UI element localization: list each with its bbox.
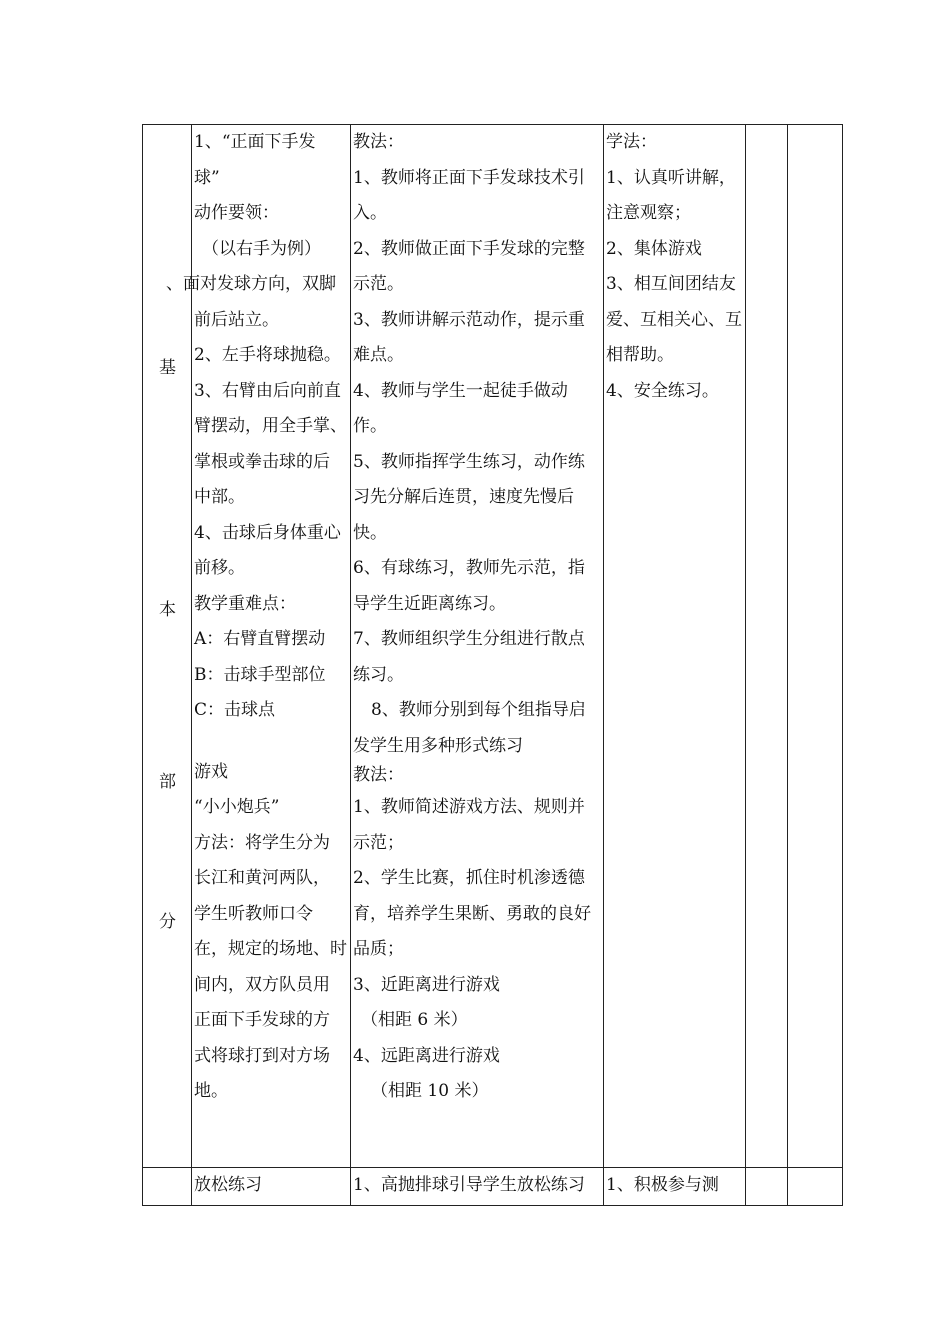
section-label-cell (143, 125, 192, 1168)
empty-cell (143, 1168, 192, 1206)
learning-line: 学法： (606, 132, 657, 152)
learning-line: 1、认真听讲解， (606, 167, 736, 188)
section-label-char: 基 (159, 358, 176, 378)
teaching-line: 2、教师做正面下手发球的完整 (353, 238, 585, 259)
teaching-line: 4、教师与学生一起徒手做动 (353, 380, 568, 401)
learning-line: 2、集体游戏 (606, 238, 702, 259)
teaching-line: 练习。 (353, 664, 404, 685)
basic-part-row (143, 125, 843, 1168)
content-line: 1、“正面下手发 (194, 132, 316, 152)
content-line: 3、右臂由后向前直 (194, 380, 341, 401)
game-line: 方法：将学生分为 (194, 832, 330, 853)
learning-method-cell (604, 125, 746, 1168)
content-line: 2、左手将球抛稳。 (194, 345, 341, 365)
section-label-char: 部 (159, 772, 176, 792)
game-line: 游戏 (194, 761, 228, 782)
content-line: 掌根或拳击球的后 (194, 451, 330, 472)
teaching-line: 3、近距离进行游戏 (353, 974, 500, 995)
lesson-plan-table (142, 124, 843, 1206)
teaching-line: 7、教师组织学生分组进行散点 (353, 629, 585, 649)
relax-content: 放松练习 (194, 1175, 262, 1195)
teaching-line: 快。 (353, 522, 387, 543)
game-line: 正面下手发球的方 (194, 1010, 330, 1030)
section-label-char: 本 (159, 600, 176, 620)
relax-teaching: 1、高抛排球引导学生放松练习 (353, 1175, 585, 1195)
teaching-line: （相距 10 米） (371, 1081, 489, 1101)
teaching-line: 难点。 (353, 345, 404, 365)
teaching-line: 2、学生比赛，抓住时机渗透德 (353, 868, 585, 888)
teaching-line: 5、教师指挥学生练习，动作练 (353, 451, 585, 472)
teaching-line: 1、教师简述游戏方法、规则并 (353, 797, 585, 817)
teaching-line: 教法： (353, 132, 404, 152)
teaching-line: 导学生近距离练习。 (353, 593, 506, 614)
teaching-method-cell (351, 125, 604, 1168)
teaching-line: 6、有球练习，教师先示范，指 (353, 558, 585, 578)
teaching-line: 1、教师将正面下手发球技术引 (353, 167, 585, 188)
game-line: 式将球打到对方场 (194, 1045, 330, 1066)
section-label-char: 分 (159, 912, 176, 932)
learning-line: 注意观察； (606, 203, 691, 223)
content-line: 教学重难点： (194, 593, 296, 614)
teaching-line: 4、远距离进行游戏 (353, 1045, 500, 1066)
empty-cell (746, 1168, 788, 1206)
learning-line: 爱、互相关心、互 (606, 309, 742, 330)
teaching-line: 示范； (353, 832, 404, 853)
content-line: 动作要领： (194, 203, 279, 223)
relax-learning-cell (604, 1168, 746, 1206)
relax-learning: 1、积极参与测 (606, 1175, 719, 1195)
content-cell (166, 125, 351, 1168)
content-line: C：击球点 (194, 700, 276, 720)
content-line: A：右臂直臂摆动 (194, 629, 326, 649)
content-line: 前移。 (194, 558, 245, 578)
content-line: （以右手为例） (202, 238, 321, 259)
teaching-line: 作。 (353, 416, 387, 436)
empty-cell (788, 125, 843, 1168)
empty-cell (746, 125, 788, 1168)
content-line: B：击球手型部位 (194, 664, 326, 685)
teaching-line: 示范。 (353, 274, 404, 294)
teaching-line: 品质； (353, 939, 404, 959)
teaching-line: 习先分解后连贯，速度先慢后 (353, 487, 574, 507)
teaching-line: 入。 (353, 203, 387, 223)
teaching-line: 发学生用多种形式练习 (353, 735, 523, 756)
content-line: 球” (194, 167, 220, 188)
game-line: 学生听教师口令 (194, 903, 313, 924)
content-line: 中部。 (194, 487, 245, 507)
learning-line: 3、相互间团结友 (606, 274, 736, 294)
teaching-line: （相距 6 米） (361, 1010, 468, 1030)
game-line: 间内，双方队员用 (194, 974, 330, 995)
relax-content-cell (192, 1168, 351, 1206)
content-line: 4、击球后身体重心 (194, 522, 341, 543)
teaching-line: 育，培养学生果断、勇敢的良好 (353, 903, 591, 924)
teaching-line: 8、教师分别到每个组指导启 (371, 700, 586, 720)
learning-line: 4、安全练习。 (606, 380, 719, 401)
content-line: 、面对发球方向，双脚 (166, 274, 336, 294)
content-line: 前后站立。 (194, 309, 279, 330)
relax-row (143, 1168, 843, 1206)
teaching-line: 3、教师讲解示范动作，提示重 (353, 309, 585, 330)
game-line: 在，规定的场地、时 (194, 939, 347, 959)
game-line: 长江和黄河两队， (194, 868, 330, 888)
game-line: “小小炮兵” (194, 797, 280, 817)
relax-teaching-cell (351, 1168, 604, 1206)
empty-cell (788, 1168, 843, 1206)
learning-line: 相帮助。 (606, 345, 674, 365)
teaching-line: 教法： (353, 765, 404, 785)
game-line: 地。 (194, 1081, 228, 1101)
content-line: 臂摆动，用全手掌、 (194, 416, 347, 436)
